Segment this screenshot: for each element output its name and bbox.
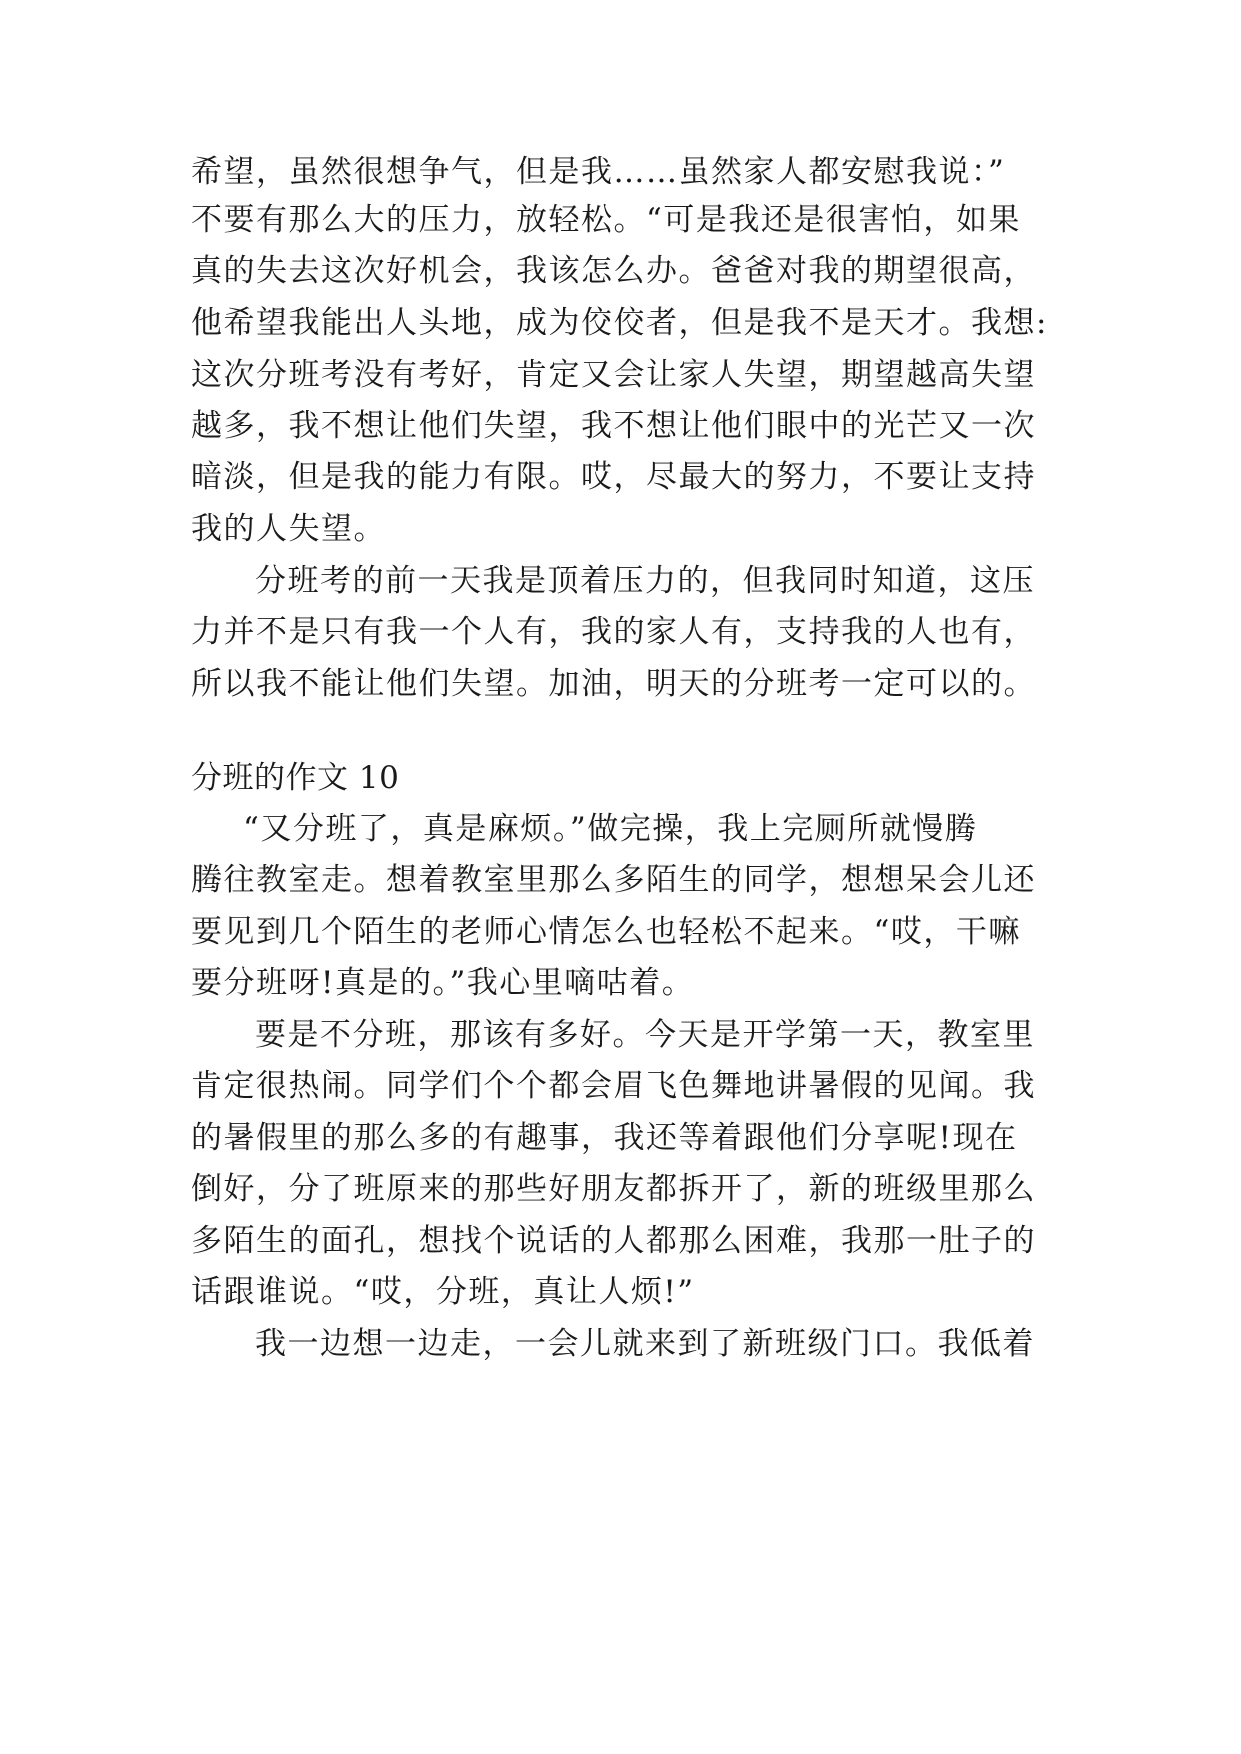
text-line: 希望，虽然很想争气，但是我……虽然家人都安慰我说：” (191, 154, 1006, 190)
text-line: 腾往教室走。想着教室里那么多陌生的同学，想想呆会儿还 (191, 862, 1036, 898)
text-line: “又分班了，真是麻烦。”做完操，我上完厕所就慢腾 (243, 811, 978, 847)
text-line: 要分班呀!真是的。”我心里嘀咕着。 (191, 965, 695, 1001)
text-line: 暗淡，但是我的能力有限。哎，尽最大的努力，不要让支持 (191, 459, 1036, 495)
text-line: 分班考的前一天我是顶着压力的，但我同时知道，这压 (255, 563, 1035, 599)
section-title: 分班的作文 10 (191, 760, 400, 796)
text-line: 我的人失望。 (191, 511, 386, 547)
text-line: 他希望我能出人头地，成为佼佼者，但是我不是天才。我想: (191, 305, 1048, 341)
text-line: 多陌生的面孔，想找个说话的人都那么困难，我那一肚子的 (191, 1223, 1036, 1259)
text-line: 我一边想一边走，一会儿就来到了新班级门口。我低着 (255, 1326, 1035, 1362)
text-line: 要见到几个陌生的老师心情怎么也轻松不起来。“哎，干嘛 (191, 914, 1021, 950)
text-line: 话跟谁说。“哎，分班，真让人烦!” (191, 1274, 695, 1310)
text-line: 力并不是只有我一个人有，我的家人有，支持我的人也有， (191, 614, 1036, 650)
text-line: 真的失去这次好机会，我该怎么办。爸爸对我的期望很高， (191, 253, 1036, 289)
text-line: 这次分班考没有考好，肯定又会让家人失望，期望越高失望 (191, 357, 1036, 393)
text-line: 的暑假里的那么多的有趣事，我还等着跟他们分享呢!现在 (191, 1120, 1018, 1156)
text-line: 越多，我不想让他们失望，我不想让他们眼中的光芒又一次 (191, 408, 1036, 444)
text-line: 所以我不能让他们失望。加油，明天的分班考一定可以的。 (191, 666, 1036, 702)
text-line: 要是不分班，那该有多好。今天是开学第一天，教室里 (255, 1017, 1035, 1053)
text-line: 倒好，分了班原来的那些好朋友都拆开了，新的班级里那么 (191, 1171, 1036, 1207)
text-line: 不要有那么大的压力，放轻松。“可是我还是很害怕，如果 (191, 202, 1021, 238)
text-line: 肯定很热闹。同学们个个都会眉飞色舞地讲暑假的见闻。我 (191, 1068, 1036, 1104)
